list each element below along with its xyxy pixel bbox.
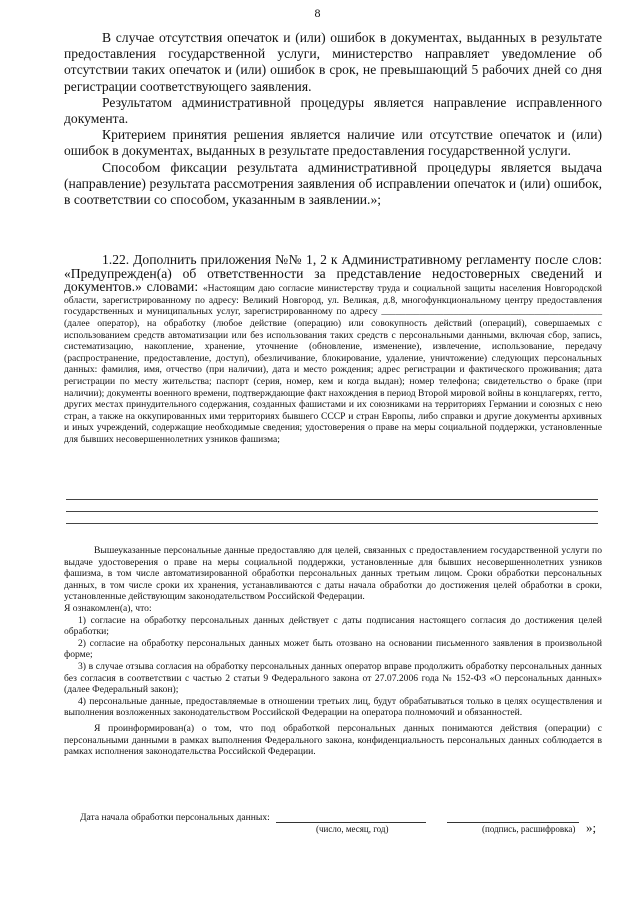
page-number: 8 xyxy=(314,6,321,20)
point-item: 3) в случае отзыва согласия на обработку персональных данных оператор вправе продолжить обработку персональных данных без согласия в соответствии с частью 2 статьи 9 Федерального закона от 27.07.2006 года № 152-ФЗ «О персональных данных» (далее Федеральный закон); xyxy=(64,660,602,696)
paragraph-result: Результатом административной процедуры является направление исправленного документа. xyxy=(64,94,602,127)
signature-line xyxy=(447,812,579,823)
blank-line xyxy=(66,511,598,512)
point-item: 1) согласие на обработку персональных данных действует с даты подписания настоящего согласия до достижения целей обработки; xyxy=(64,614,602,638)
date-line xyxy=(276,812,426,823)
paragraph-fixation: Способом фиксации результата административной процедуры является выдача (направление) результата рассмотрения заявления об исправлении опечаток и (или) ошибок, в соответствии со способом, указанным в заявлении.»; xyxy=(64,159,602,208)
date-caption: (число, месяц, год) xyxy=(316,824,389,834)
paragraph-no-errors: В случае отсутствия опечаток и (или) ошибок в документах, выданных в результате предоставления государственной услуги, министерство направляет уведомление об отсутствии таких опечаток и (или) ошибок в срок, не превышающий 5 рабочих дней со дня регистрации соответствующего заявления. xyxy=(64,30,602,94)
blank-line xyxy=(66,523,598,524)
point-item: 2) согласие на обработку персональных данных может быть отозвано на основании письменного заявления в произвольной форме; xyxy=(64,637,602,661)
amendment-block xyxy=(64,254,602,446)
amendment-lead: 1.22. Дополнить приложения №№ 1, 2 к Административному регламенту после слов: «Предупрежден(а) об ответственности за представление недостоверных сведений и документов.» словами: xyxy=(64,252,602,295)
blank-line xyxy=(66,499,598,500)
signature-caption: (подпись, расшифровка) xyxy=(482,824,576,834)
purpose-text: Вышеуказанные персональные данные предоставляю для целей, связанных с предоставлением государственной услуги по выдаче удостоверения о праве на меры социальной поддержки, установленные для бывших несовершеннолетних узников фашизма, в том числе автоматизированной обработки персональных данных третьим лицом. Сроки обработки персональных данных, в том числе сроки их хранения, устанавливаются с даты начала обработки до достижения целей обработки в сроки, установленные действующим законодательством Российской Федерации. xyxy=(64,545,602,603)
acknowledged-label: Я ознакомлен(а), что: xyxy=(64,602,152,614)
main-text xyxy=(64,30,602,208)
closing-quote: »; xyxy=(586,820,597,835)
signature-row xyxy=(80,812,610,823)
point-item: 4) персональные данные, предоставляемые в отношении третьих лиц, будут обрабатываться только в целях осуществления и выполнения возложенных законодательством Российской Федерации на оператора полномочий и обязанностей. xyxy=(64,695,602,719)
consent-text: «Настоящим даю согласие министерству труда и социальной защиты населения Новгородской области, зарегистрированному по адресу: Великий Новгород, ул. Великая, д.8, многофункциональному центру предоставления государственных и муниципальных услуг, зарегистрированному по адресу ______________________________________________ (далее оператор), на обработку (любое действие (операцию) или совокупность действий (операций), совершаемых с использованием средств автоматизации или без использования таких средств с персональными данными, включая сбор, запись, систематизацию, накопление, хранение, уточнение (обновление, изменение), извлечение, использование, передачу (распространение, предоставление, доступ), обезличивание, блокирование, удаление, уничтожение) следующих персональных данных: фамилия, имя, отчество (при наличии), дата и место рождения; адрес регистрации и фактического проживания; дата регистрации по месту жительства; паспорт (серия, номер, кем и когда выдан); номер телефона; свидетельство о браке (при наличии); документы военного времени, подтверждающие факт нахождения в период Второй мировой войны в концлагерях, гетто, других местах принудительного содержания, созданных фашистами и их союзниками на территориях Германии и союзных с нею стран, а также на оккупированных ими территориях бывшего СССР и стран Европы, либо справки и другие документы архивных и иных учреждений, содержащие необходимые сведения; удостоверения о праве на меры социальной поддержки, установленные для бывших несовершеннолетних узников фашизма; xyxy=(64,283,602,445)
consent-terms xyxy=(64,545,602,758)
informed-text: Я проинформирован(а) о том, что под обработкой персональных данных понимаются действия (операции) с персональными данными в рамках выполнения Федерального закона, конфиденциальность персональных данных соблюдается в рамках исполнения законодательства Российской Федерации. xyxy=(64,722,602,758)
start-date-label: Дата начала обработки персональных данных: xyxy=(80,812,270,823)
paragraph-criterion: Критерием принятия решения является наличие или отсутствие опечаток и (или) ошибок в документах, выданных в результате предоставления государственной услуги. xyxy=(64,127,602,159)
